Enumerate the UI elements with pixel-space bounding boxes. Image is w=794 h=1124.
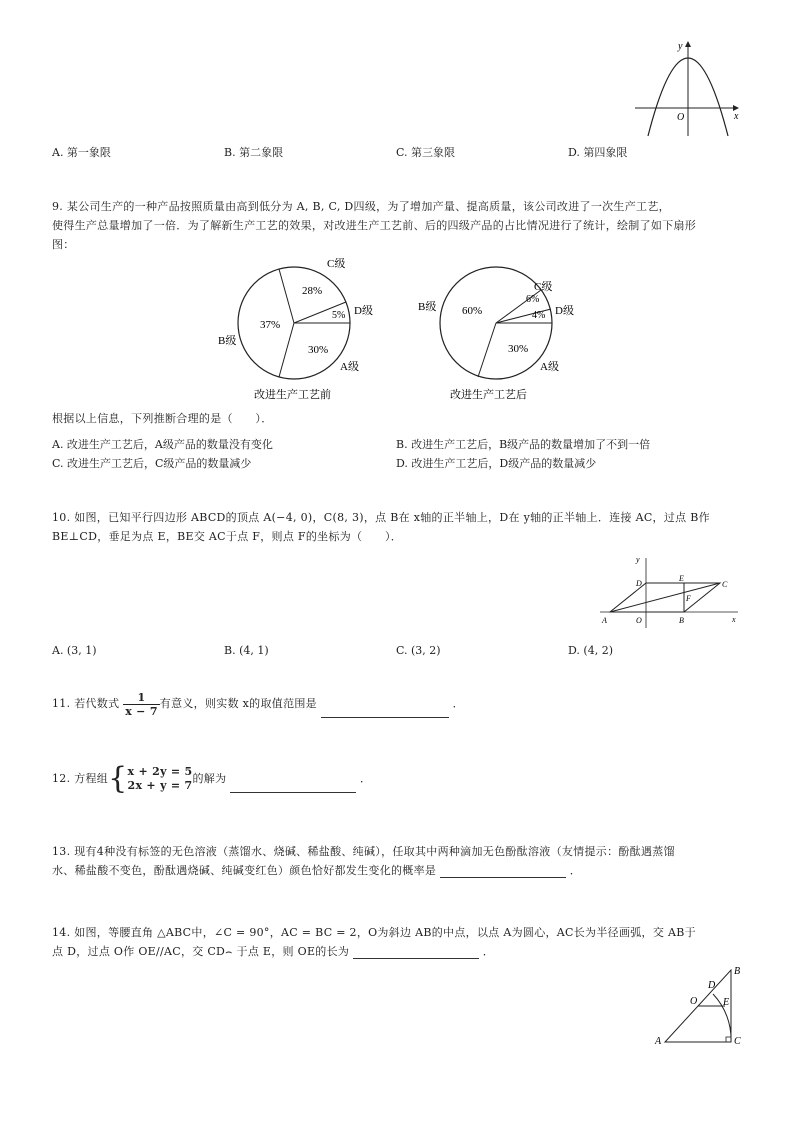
q14-text-line2 (52, 943, 494, 959)
q9-option-b: B. 改进生产工艺后，B级产品的数量增加了不到一倍 (396, 438, 651, 451)
q9-text-line1: 9. 某公司生产的一种产品按照质量由高到低分为 A, B, C, D四级，为了增加产量、提高质量，该公司改进了一次生产工艺， (52, 200, 670, 213)
q11-fraction (123, 691, 160, 718)
pie-label-b: B级 (218, 335, 237, 347)
q9-option-c: C. 改进生产工艺后，C级产品的数量减少 (52, 457, 252, 470)
q9-text-line3: 图： (52, 238, 75, 251)
q10-option-b: B. (4, 1) (224, 644, 269, 657)
q12-answer-blank[interactable] (230, 780, 356, 793)
pie-divider (279, 269, 294, 323)
right-angle-mark (726, 1037, 731, 1042)
q14-end: ． (482, 945, 495, 958)
q8-option-a: A. 第一象限 (52, 146, 111, 159)
q9-option-a: A. 改进生产工艺后，A级产品的数量没有变化 (52, 438, 273, 451)
q11-post: 有意义，则实数 x的取值范围是 (159, 697, 317, 710)
q10-option-d: D. (4, 2) (568, 644, 613, 657)
q8-option-b: B. 第二象限 (224, 146, 284, 159)
q12-eq2: 2x + y = 7 (127, 779, 193, 792)
point-o: O (690, 996, 698, 1007)
pie-label-d: D级 (555, 305, 574, 317)
q11-numerator: 1 (123, 691, 160, 705)
q8-option-c: C. 第三象限 (396, 146, 456, 159)
q11-denominator: x − 7 (125, 704, 158, 718)
q13-answer-blank[interactable] (440, 865, 566, 878)
q13-line2: 水、稀盐酸不变色，酚酞遇烧碱、纯碱变红色）颜色恰好都发生变化的概率是 (52, 864, 437, 877)
pie-chart-before (210, 250, 390, 405)
q10-option-c: C. (3, 2) (396, 644, 441, 657)
point-b: B (679, 616, 684, 625)
point-c: C (722, 580, 728, 589)
q12-system (127, 765, 192, 793)
point-c: C (734, 1036, 741, 1047)
q14-answer-blank[interactable] (353, 946, 479, 959)
q8-option-d: D. 第四象限 (568, 146, 628, 159)
pie-label-a: A级 (340, 361, 359, 373)
pie-label-b: B级 (418, 301, 437, 313)
pie-divider (279, 323, 294, 377)
pie-pct-b: 37% (260, 319, 281, 331)
diagonal-ac (610, 583, 720, 612)
q10-parallelogram-graph (598, 552, 743, 630)
q13-text-line2 (52, 862, 581, 878)
point-o: O (636, 616, 642, 625)
pie-label-c: C级 (534, 281, 553, 293)
pie-label-a: A级 (540, 361, 559, 373)
pie-pct-c: 6% (526, 294, 540, 305)
q11-question (52, 690, 464, 718)
pie-caption: 改进生产工艺前 (254, 389, 331, 401)
pie-chart-after (408, 250, 588, 405)
pie-pct-c: 28% (302, 285, 323, 297)
q14-text-line1: 14. 如图，等腰直角 △ABC中，∠C = 90°，AC = BC = 2，O为斜边 AB的中点，以点 A为圆心，AC长为半径画弧，交 AB于 (52, 926, 696, 939)
x-label: x (734, 111, 739, 122)
pie-label-c: C级 (327, 258, 346, 270)
q12-eq1: x + 2y = 5 (127, 765, 193, 778)
point-e: E (679, 574, 684, 583)
q10-option-a: A. (3, 1) (52, 644, 97, 657)
q13-text-line1: 13. 现有4种没有标签的无色溶液（蒸馏水、烧碱、稀盐酸、纯碱），任取其中两种滴加无色酚酞溶液（友情提示：酚酞遇蒸馏 (52, 845, 675, 858)
q11-answer-blank[interactable] (321, 705, 449, 718)
q12-brace: { (108, 761, 128, 796)
point-f: F (686, 594, 691, 603)
pie-pct-b: 60% (462, 305, 483, 317)
q10-text-line1: 10. 如图，已知平行四边形 ABCD的顶点 A(−4, 0)，C(8, 3)，点 B在 x轴的正半轴上，D在 y轴的正半轴上．连接 AC，过点 B作 (52, 511, 710, 524)
pie-pct-a: 30% (308, 344, 329, 356)
point-e: E (723, 997, 730, 1008)
q11-end: ． (452, 697, 464, 710)
q9-text-line2: 使得生产总量增加了一倍．为了解新生产工艺的效果，对改进生产工艺前、后的四级产品的占比情况进行了统计，绘制了如下扇形 (52, 219, 697, 232)
origin-label: O (677, 112, 685, 123)
x-label: x (732, 615, 736, 624)
point-a: A (602, 616, 607, 625)
pie-pct-d: 4% (532, 310, 546, 321)
q11-pre: 11. 若代数式 (52, 697, 120, 710)
pie-pct-a: 30% (508, 343, 529, 355)
q14-line2: 点 D，过点 O作 OE//AC，交 CD⌢ 于点 E，则 OE的长为 (52, 945, 350, 958)
q10-text-line2: BE⊥CD，垂足为点 E，BE交 AC于点 F，则点 F的坐标为（ ）． (52, 530, 403, 543)
q12-pre: 12. 方程组 (52, 772, 109, 785)
point-b: B (734, 966, 741, 977)
q12-end: ． (360, 772, 372, 785)
q12-post: 的解为 (192, 772, 227, 785)
q12-question (52, 761, 372, 796)
q9-option-d: D. 改进生产工艺后，D级产品的数量减少 (396, 457, 597, 470)
q14-triangle-graph (652, 962, 752, 1052)
point-a: A (655, 1036, 662, 1047)
y-label: y (636, 555, 640, 564)
pie-caption: 改进生产工艺后 (450, 389, 527, 401)
q9-prompt: 根据以上信息，下列推断合理的是（ ）． (52, 412, 273, 425)
pie-divider (478, 323, 496, 377)
pie-label-d: D级 (354, 305, 373, 317)
y-label: y (678, 41, 683, 52)
point-d: D (708, 980, 716, 991)
pie-pct-d: 5% (332, 310, 346, 321)
q8-parabola-graph (630, 38, 745, 138)
q13-end: ． (569, 864, 582, 877)
point-d: D (636, 579, 642, 588)
